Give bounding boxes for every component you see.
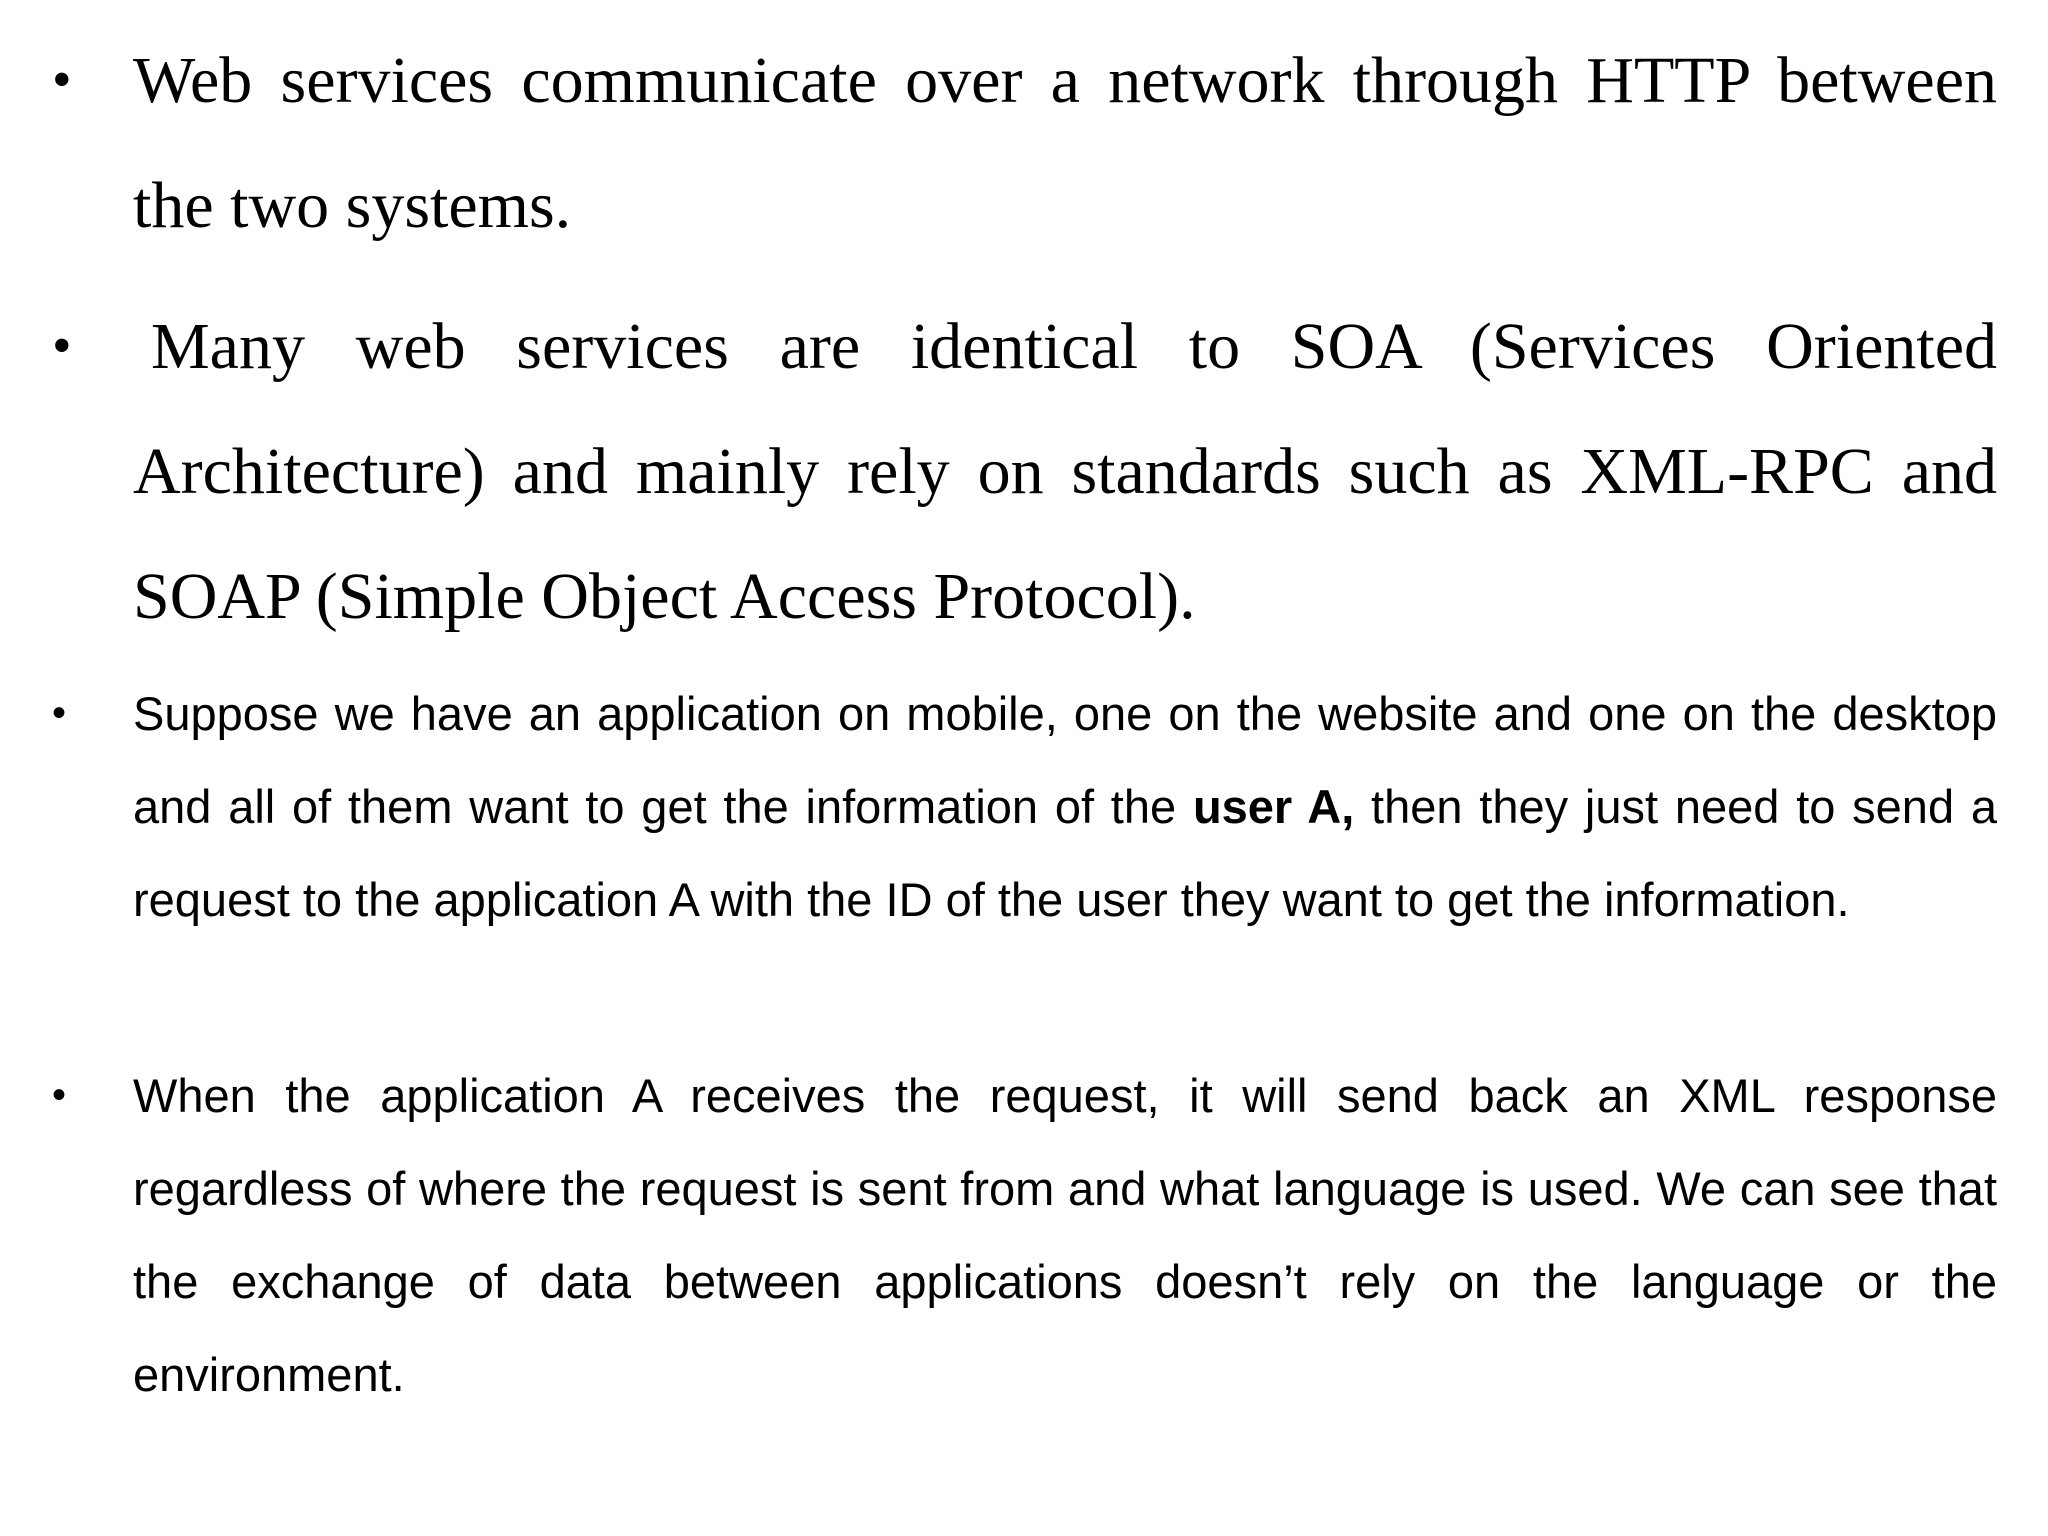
bullet-marker: • [52, 1073, 67, 1117]
bullet-text: Web services communicate over a network through HTTP between the two systems. [133, 44, 1997, 242]
bullet-text: Many web services are identical to SOA (Services Oriented Architecture) and mainly rely on standards such as XML-RPC and SOAP (Simple Object Access Protocol). [133, 310, 1997, 633]
bullet-text-part: Suppose we have an application on mobile, one on the website and one on the desktop and all of them want to get the information of the [133, 687, 1997, 833]
bullet-text: When the application A receives the request, it will send back an XML response regardless of where the request is sent from and what language is used. We can see that the exchange of data between applications doesn’t rely on the language or the environment. [133, 1069, 1997, 1401]
bullet-text-part: then they just need to send a request to the application A with the ID of the user they want to get the information. [133, 780, 1998, 926]
bullet-text [133, 667, 1997, 946]
bullet-marker: • [52, 691, 67, 735]
bullet-marker: • [52, 49, 72, 111]
bullet-text-bold: user A, [1192, 780, 1355, 833]
bullet-marker: • [52, 315, 72, 377]
